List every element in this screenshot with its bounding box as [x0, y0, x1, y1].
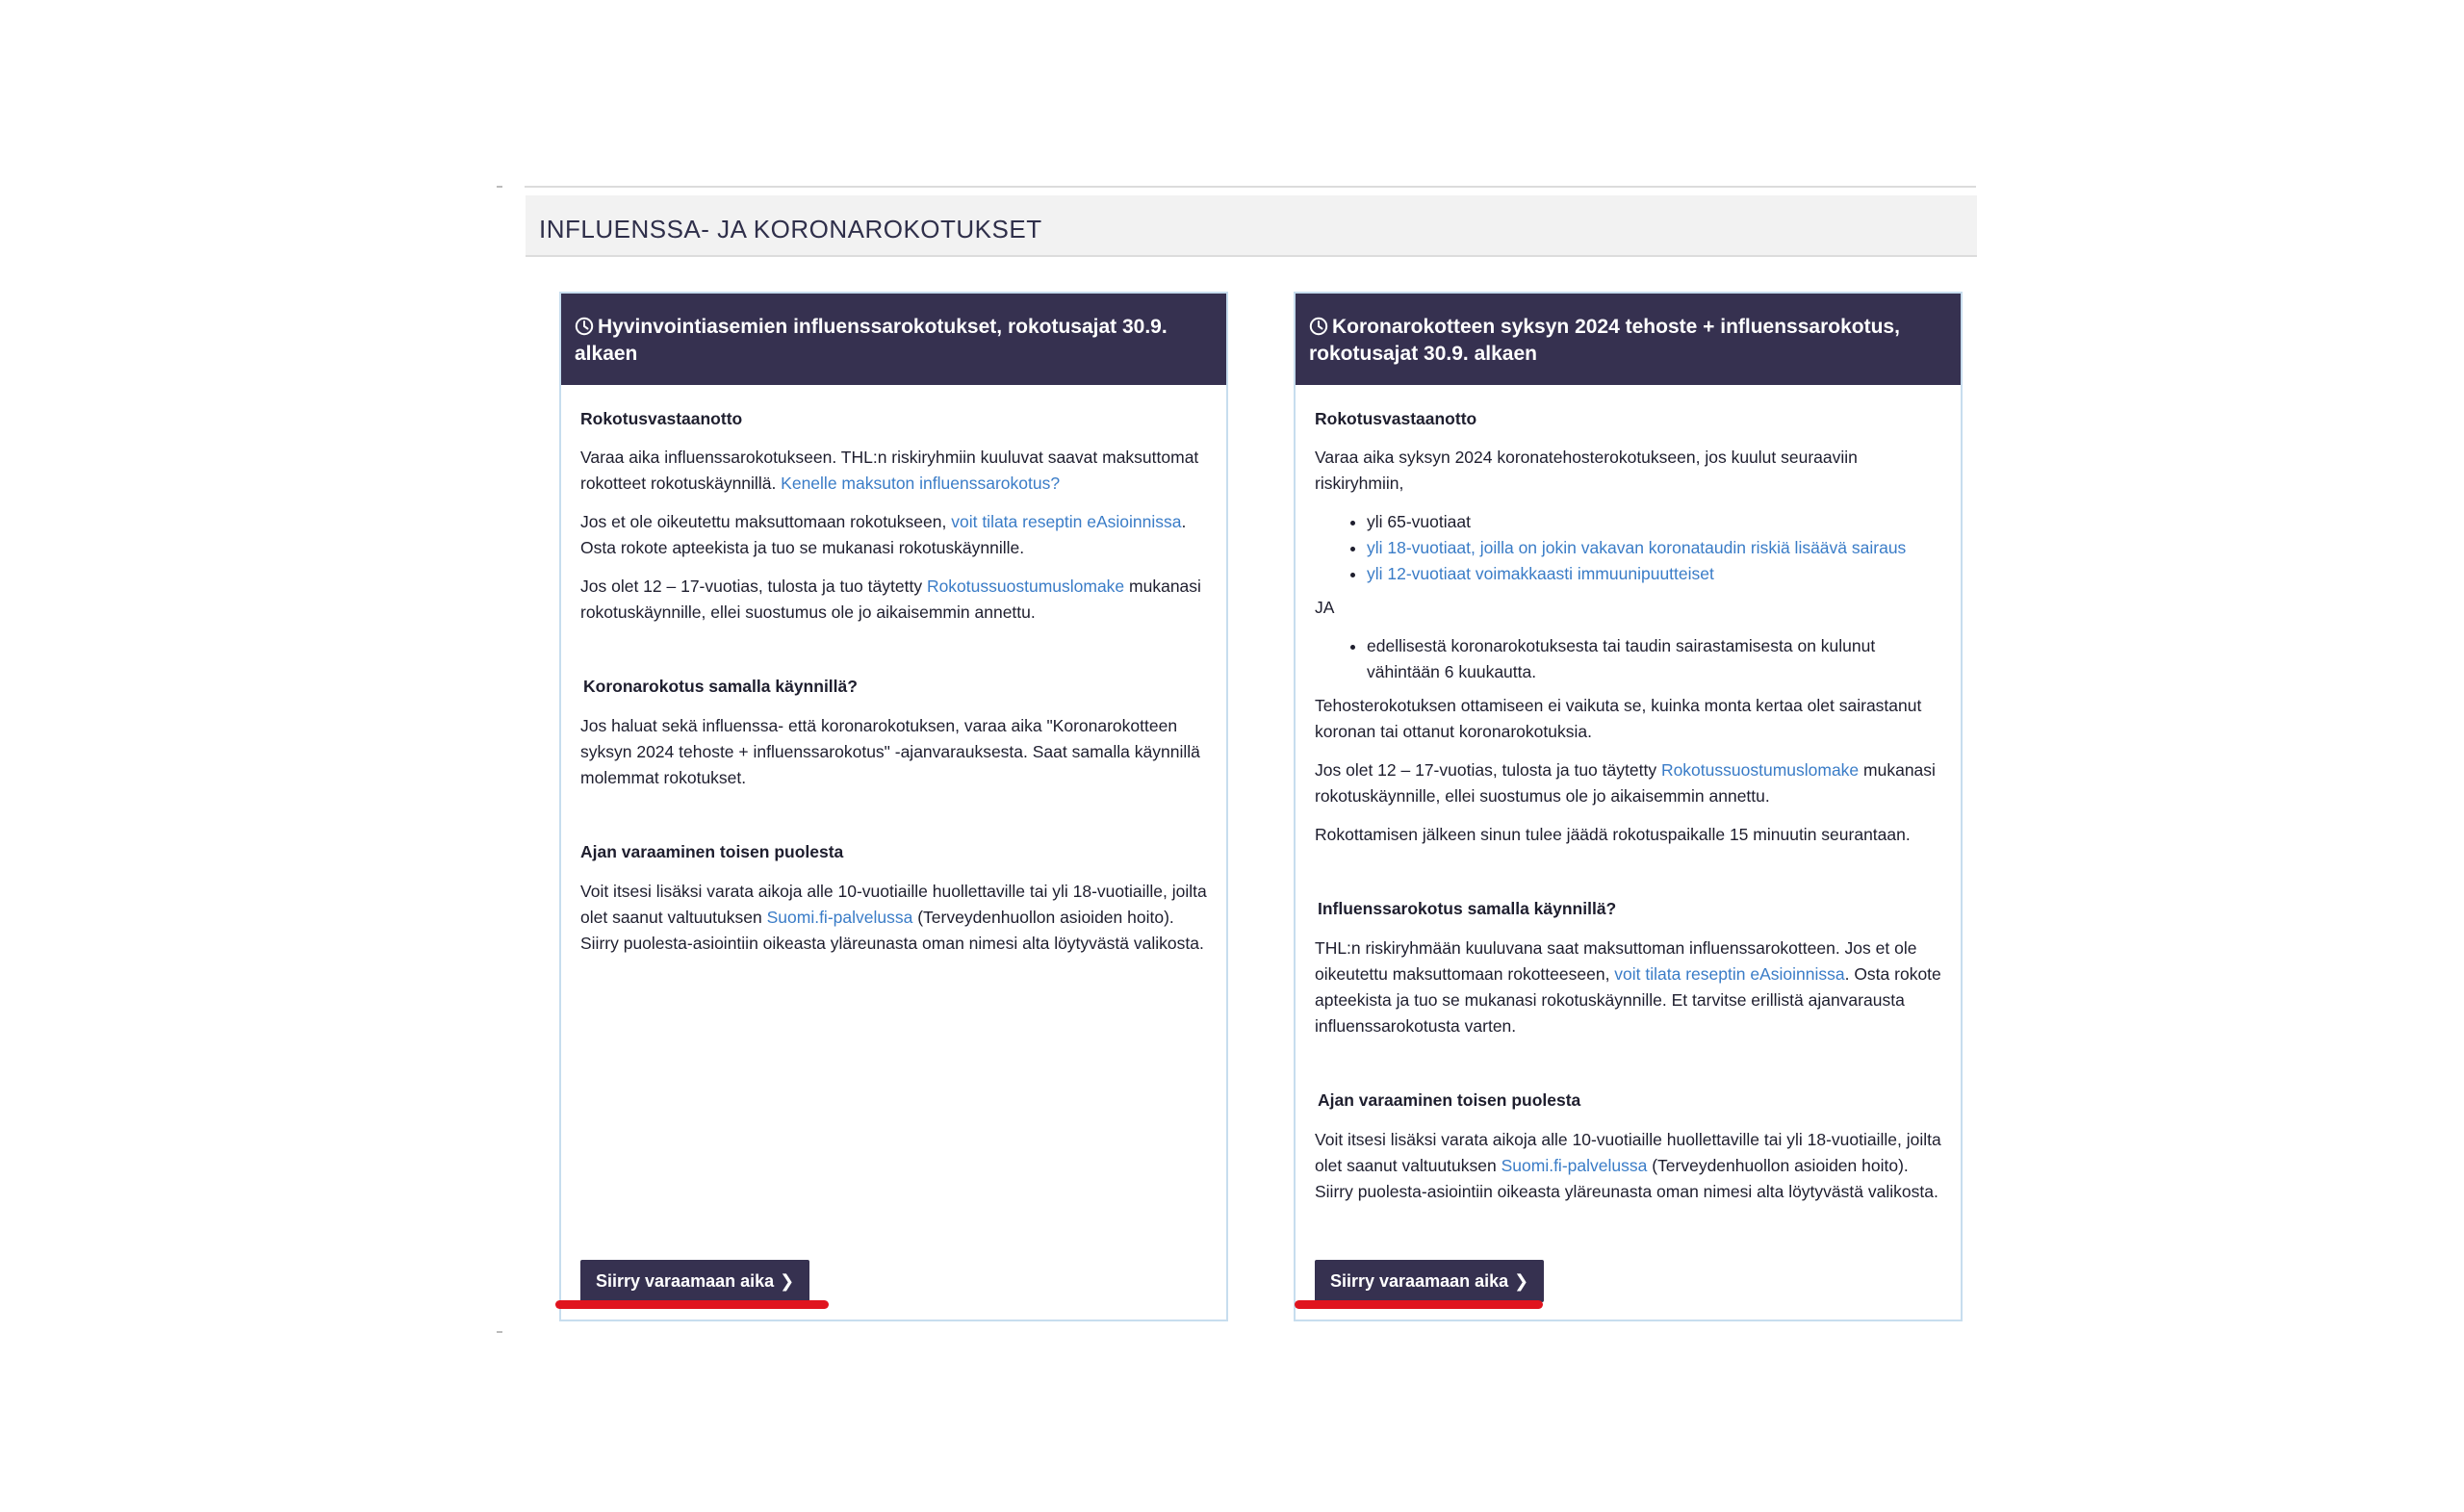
paragraph-text: Jos olet 12 – 17-vuotias, tulosta ja tuo täytetty: [580, 577, 927, 596]
paragraph-text: . Osta rokote apteekista ja tuo se mukanasi rokotuskäynnille. Et tarvitse erillistä ajanvarausta influenssarokotusta varten.: [1315, 964, 1941, 1036]
paragraph: [1315, 1127, 1941, 1205]
book-appointment-button[interactable]: [1315, 1260, 1544, 1302]
left-margin-tick: [497, 186, 502, 188]
book-appointment-button[interactable]: [580, 1260, 809, 1302]
section-heading: Ajan varaaminen toisen puolesta: [580, 842, 844, 861]
left-margin-tick-bottom: [497, 1331, 502, 1333]
chevron-right-icon: ❯: [1514, 1271, 1529, 1291]
clock-icon: [1309, 317, 1328, 336]
annotation-underline: [555, 1300, 829, 1309]
paragraph: [1315, 935, 1941, 1039]
list-item: [1367, 561, 1941, 587]
section-heading: Influenssarokotus samalla käynnillä?: [1318, 899, 1617, 918]
paragraph: [580, 509, 1207, 561]
influenza-card-title: Hyvinvointiasemien influenssarokotukset, rokotusajat 30.9. alkaen: [575, 316, 1168, 365]
covid-card-title: Koronarokotteen syksyn 2024 tehoste + influenssarokotus, rokotusajat 30.9. alkaen: [1309, 316, 1900, 365]
paragraph-text: mukanasi rokotuskäynnille, ellei suostumus ole jo aikaisemmin annettu.: [580, 577, 1201, 622]
section-heading: Koronarokotus samalla käynnillä?: [583, 677, 858, 696]
paragraph-text: (Terveydenhuollon asioiden hoito). Siirry puolesta-asiointiin oikeasta yläreunasta oman nimesi alta löytyvästä valikosta.: [1315, 1156, 1938, 1201]
paragraph: Rokottamisen jälkeen sinun tulee jäädä rokotuspaikalle 15 minuutin seurantaan.: [1315, 825, 1911, 844]
paragraph: [580, 879, 1207, 957]
consent-form-link[interactable]: Rokotussuostumuslomake: [926, 577, 1125, 596]
paragraph-text: mukanasi rokotuskäynnille, ellei suostumus ole jo aikaisemmin annettu.: [1315, 760, 1936, 806]
paragraph: [1315, 757, 1941, 809]
paragraph: [580, 574, 1207, 626]
suomi-fi-link[interactable]: Suomi.fi-palvelussa: [766, 908, 913, 927]
influenza-card: [559, 292, 1228, 1321]
section-heading: Ajan varaaminen toisen puolesta: [1318, 1090, 1581, 1110]
list-item: [1367, 535, 1941, 561]
risk-group-list: [1315, 509, 1941, 587]
list-item: • edellisestä koronarokotuksesta tai taudin sairastamisesta on kulunut vähintään 6 kuukautta.: [1367, 633, 1941, 685]
conjunction-text: JA: [1315, 598, 1335, 617]
covid-card-header: [1296, 294, 1961, 385]
list-item: • yli 65-vuotiaat: [1367, 509, 1941, 535]
top-divider: [525, 186, 1976, 188]
clock-icon: [575, 317, 594, 336]
book-appointment-button-label: Siirry varaamaan aika: [596, 1271, 775, 1291]
section-header: [526, 195, 1977, 257]
paragraph-text: Varaa aika influenssarokotukseen. THL:n riskiryhmiin kuuluvat saavat maksuttomat rokotteet rokotuskäynnillä.: [580, 448, 1199, 493]
order-prescription-link[interactable]: voit tilata reseptin eAsioinnissa: [1614, 964, 1845, 984]
consent-form-link[interactable]: Rokotussuostumuslomake: [1660, 760, 1860, 780]
section-heading: Rokotusvastaanotto: [1315, 409, 1477, 428]
paragraph: Jos haluat sekä influenssa- että koronarokotuksen, varaa aika "Koronarokotteen syksyn 2024 tehoste + influenssarokotus" -ajanvarauksesta. Saat samalla käynnillä molemmat rokotukset.: [580, 716, 1200, 787]
paragraph-text: . Osta rokote apteekista ja tuo se mukanasi rokotuskäynnille.: [580, 512, 1187, 557]
suomi-fi-link[interactable]: Suomi.fi-palvelussa: [1501, 1156, 1648, 1175]
paragraph: [580, 445, 1207, 497]
paragraph-text: Jos olet 12 – 17-vuotias, tulosta ja tuo täytetty: [1315, 760, 1661, 780]
influenza-card-header: [561, 294, 1226, 385]
order-prescription-link[interactable]: voit tilata reseptin eAsioinnissa: [951, 512, 1182, 531]
paragraph-text: Jos et ole oikeutettu maksuttomaan rokotukseen,: [580, 512, 952, 531]
paragraph: Tehosterokotuksen ottamiseen ei vaikuta se, kuinka monta kertaa olet sairastanut koronan tai ottanut koronarokotuksia.: [1315, 696, 1922, 741]
book-appointment-button-label: Siirry varaamaan aika: [1330, 1271, 1509, 1291]
annotation-underline: [1295, 1300, 1543, 1309]
free-flu-vaccine-link[interactable]: Kenelle maksuton influenssarokotus?: [781, 474, 1061, 493]
chevron-right-icon: ❯: [780, 1271, 795, 1291]
paragraph-text: Voit itsesi lisäksi varata aikoja alle 10-vuotiaille huollettaville tai yli 18-vuotiaille, joilta olet saanut valtuutuksen: [1315, 1130, 1941, 1175]
paragraph-text: Voit itsesi lisäksi varata aikoja alle 10-vuotiaille huollettaville tai yli 18-vuotiaille, joilta olet saanut valtuutuksen: [580, 882, 1207, 927]
paragraph: Varaa aika syksyn 2024 koronatehosterokotukseen, jos kuulut seuraaviin riskiryhmiin,: [1315, 448, 1858, 493]
condition-list: [1315, 633, 1941, 685]
risk-illness-link[interactable]: yli 18-vuotiaat, joilla on jokin vakavan koronataudin riskiä lisäävä sairaus: [1367, 538, 1907, 557]
immunodeficient-link[interactable]: yli 12-vuotiaat voimakkaasti immuunipuutteiset: [1367, 564, 1714, 583]
section-title: INFLUENSSA- JA KORONAROKOTUKSET: [539, 215, 1042, 243]
paragraph-text: THL:n riskiryhmään kuuluvana saat maksuttoman influenssarokotteen. Jos et ole oikeutettu maksuttomaan rokotteeseen,: [1315, 938, 1917, 984]
paragraph-text: (Terveydenhuollon asioiden hoito). Siirry puolesta-asiointiin oikeasta yläreunasta oman nimesi alta löytyvästä valikosta.: [580, 908, 1204, 953]
section-heading: Rokotusvastaanotto: [580, 409, 743, 428]
covid-card: [1294, 292, 1963, 1321]
